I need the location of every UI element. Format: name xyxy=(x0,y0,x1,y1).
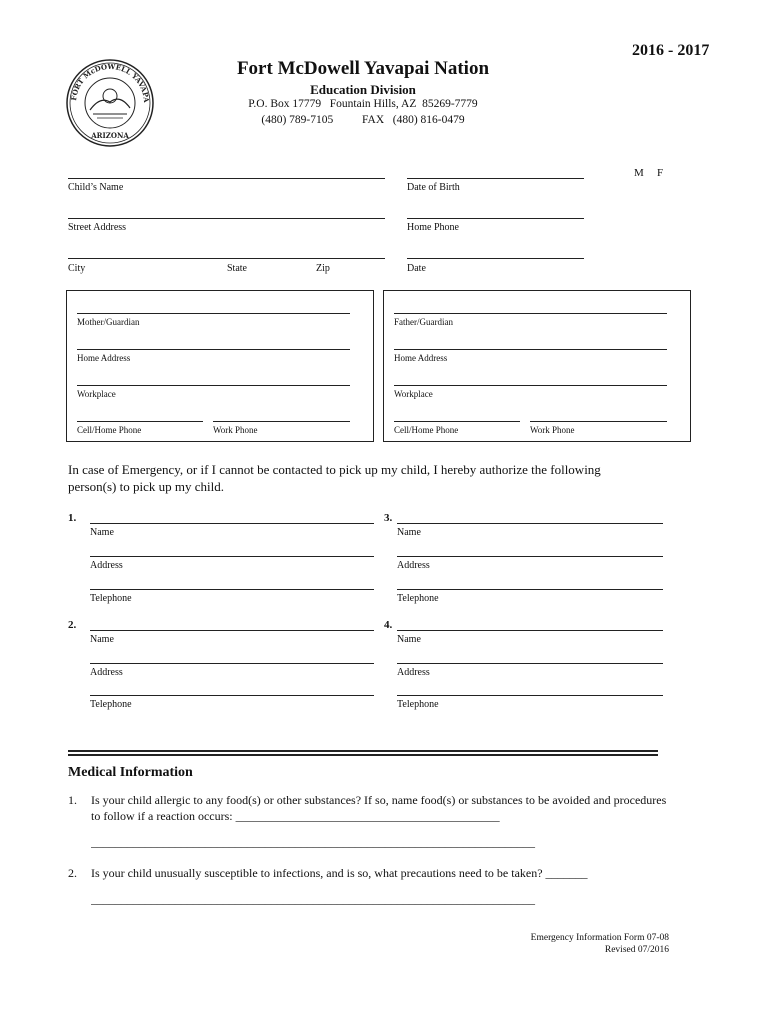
person-2-address-label: Address xyxy=(90,667,123,678)
organization-title: Fort McDowell Yavapai Nation xyxy=(236,58,490,79)
street-address-field[interactable] xyxy=(68,218,385,219)
father-home-address-field[interactable] xyxy=(394,349,667,350)
date-of-birth-field[interactable] xyxy=(407,178,584,179)
revision-date: Revised 07/2016 xyxy=(604,945,669,955)
mailing-address: P.O. Box 17779 Fountain Hills, AZ 85269-7779 xyxy=(248,98,478,110)
person-1-number: 1. xyxy=(68,512,77,524)
person-3-telephone-label: Telephone xyxy=(397,593,439,604)
city-state-zip-field[interactable] xyxy=(68,258,385,259)
question-1-number: 1. xyxy=(68,793,77,807)
question-2-answer-line[interactable]: __________________________________________________________________________ xyxy=(91,892,535,906)
mother-guardian-label: Mother/Guardian xyxy=(77,317,140,327)
person-3-address-field[interactable] xyxy=(397,556,663,557)
father-name-field[interactable] xyxy=(394,313,667,314)
city-label: City xyxy=(68,263,86,274)
home-phone-label: Home Phone xyxy=(407,222,459,233)
mother-cell-phone-field[interactable] xyxy=(77,421,203,422)
zip-label: Zip xyxy=(316,263,330,274)
person-1-name-label: Name xyxy=(90,527,114,538)
person-2-number: 2. xyxy=(68,619,77,631)
question-1-answer-line[interactable]: __________________________________________________________________________ xyxy=(91,835,535,849)
section-divider xyxy=(68,750,658,756)
mother-work-phone-field[interactable] xyxy=(213,421,350,422)
person-1-name-field[interactable] xyxy=(90,523,374,524)
person-4-telephone-label: Telephone xyxy=(397,699,439,710)
father-work-phone-label: Work Phone xyxy=(530,425,575,435)
seal-bottom-text: ARIZONA xyxy=(91,131,129,140)
person-1-address-label: Address xyxy=(90,560,123,571)
person-4-name-label: Name xyxy=(397,634,421,645)
street-address-label: Street Address xyxy=(68,222,127,233)
person-4-name-field[interactable] xyxy=(397,630,663,631)
svg-text:FORT McDOWELL YAVAPAI NATION xyxy=(65,58,151,103)
father-workplace-field[interactable] xyxy=(394,385,667,386)
mother-work-phone-label: Work Phone xyxy=(213,425,258,435)
person-2-name-field[interactable] xyxy=(90,630,374,631)
seal-ring-text: FORT McDOWELL YAVAPA xyxy=(69,61,152,103)
person-2-telephone-label: Telephone xyxy=(90,699,132,710)
person-1-telephone-field[interactable] xyxy=(90,589,374,590)
question-1-text: Is your child allergic to any food(s) or other substances? If so, name food(s) or substances to be avoided and procedures to follow if a reaction occurs: ____________________________________________ xyxy=(91,793,667,823)
date-field[interactable] xyxy=(407,258,584,259)
question-2-text: Is your child unusually susceptible to infections, and is so, what precautions need to be taken? _______ xyxy=(91,866,588,880)
person-1-telephone-label: Telephone xyxy=(90,593,132,604)
father-guardian-label: Father/Guardian xyxy=(394,317,453,327)
person-1-address-field[interactable] xyxy=(90,556,374,557)
form-name: Emergency Information Form 07-08 xyxy=(530,933,669,943)
person-2-name-label: Name xyxy=(90,634,114,645)
mother-home-address-field[interactable] xyxy=(77,349,350,350)
home-phone-field[interactable] xyxy=(407,218,584,219)
person-3-telephone-field[interactable] xyxy=(397,589,663,590)
mother-workplace-label: Workplace xyxy=(77,389,116,399)
child-name-label: Child’s Name xyxy=(68,182,124,193)
father-cell-phone-label: Cell/Home Phone xyxy=(394,425,459,435)
father-home-address-label: Home Address xyxy=(394,353,448,363)
person-4-address-label: Address xyxy=(397,667,430,678)
school-year: 2016 - 2017 xyxy=(632,42,710,59)
medical-information-heading: Medical Information xyxy=(68,765,193,780)
person-2-telephone-field[interactable] xyxy=(90,695,374,696)
question-2-number: 2. xyxy=(68,866,77,880)
person-3-name-label: Name xyxy=(397,527,421,538)
person-3-name-field[interactable] xyxy=(397,523,663,524)
date-label: Date xyxy=(407,263,426,274)
mother-workplace-field[interactable] xyxy=(77,385,350,386)
state-label: State xyxy=(227,263,247,274)
person-4-number: 4. xyxy=(384,619,393,631)
father-work-phone-field[interactable] xyxy=(530,421,667,422)
person-3-address-label: Address xyxy=(397,560,430,571)
mother-name-field[interactable] xyxy=(77,313,350,314)
person-4-telephone-field[interactable] xyxy=(397,695,663,696)
person-2-address-field[interactable] xyxy=(90,663,374,664)
division-title: Education Division xyxy=(310,82,416,97)
mother-cell-phone-label: Cell/Home Phone xyxy=(77,425,142,435)
child-name-field[interactable] xyxy=(68,178,385,179)
phone-fax: (480) 789-7105 FAX (480) 816-0479 xyxy=(261,114,465,126)
person-3-number: 3. xyxy=(384,512,393,524)
gender-f-option[interactable]: F xyxy=(657,167,664,179)
gender-m-option[interactable]: M xyxy=(634,167,644,179)
person-4-address-field[interactable] xyxy=(397,663,663,664)
father-workplace-label: Workplace xyxy=(394,389,433,399)
mother-home-address-label: Home Address xyxy=(77,353,131,363)
tribal-seal xyxy=(65,58,155,148)
emergency-authorization-text: In case of Emergency, or if I cannot be contacted to pick up my child, I hereby authorize the following person(s) to pick up my child. xyxy=(68,462,601,494)
father-cell-phone-field[interactable] xyxy=(394,421,520,422)
date-of-birth-label: Date of Birth xyxy=(407,182,460,193)
